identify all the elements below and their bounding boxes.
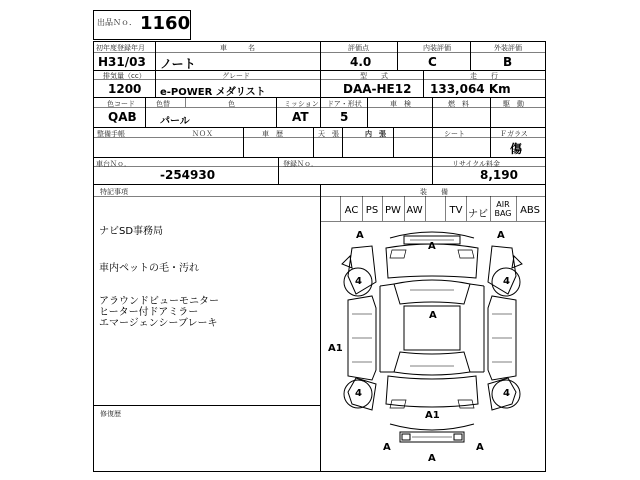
score-label: 評価点 bbox=[348, 44, 369, 52]
damage-rear-right: A bbox=[476, 442, 484, 453]
car-name-value: ノート bbox=[160, 57, 196, 71]
lot-number-label: 出品Ｎｏ． bbox=[97, 18, 137, 27]
mission-label: ミッション bbox=[284, 100, 319, 108]
seat-label: シート bbox=[444, 130, 465, 138]
note-line-1: ナビSD事務局 bbox=[99, 226, 164, 237]
registration-number-label: 登録Ｎｏ． bbox=[283, 160, 318, 168]
damage-wheel-rear-left: 4 bbox=[355, 388, 362, 399]
mileage-label: 走 行 bbox=[470, 72, 498, 80]
equipment-pw: PW bbox=[385, 205, 401, 216]
equipment-airbag-top: AIR bbox=[496, 200, 510, 209]
grade-value: e-POWER メダリスト bbox=[160, 87, 266, 98]
front-glass-value: 傷 bbox=[510, 142, 523, 156]
car-name-label: 車 名 bbox=[220, 44, 255, 52]
damage-wheel-front-left: 4 bbox=[355, 276, 362, 287]
recycle-fee-label: リサイクル料金 bbox=[452, 160, 501, 168]
history-label: 車 歴 bbox=[262, 130, 283, 138]
recycle-fee-value: 8,190 bbox=[480, 168, 518, 182]
door-value: 5 bbox=[340, 110, 349, 124]
front-glass-label: Ｆガラス bbox=[500, 130, 528, 138]
damage-front-right: A bbox=[497, 230, 505, 241]
maintenance-book-label: 整備手帳 bbox=[97, 130, 125, 138]
color-value: パール bbox=[160, 116, 190, 127]
interior-grade-label: 内装評価 bbox=[423, 44, 451, 52]
equipment-label: 装 備 bbox=[420, 188, 448, 196]
equipment-abs: ABS bbox=[520, 205, 540, 216]
damage-roof: A bbox=[429, 310, 437, 321]
damage-wheel-rear-right: 4 bbox=[503, 388, 510, 399]
first-registration-label: 初年度登録年月 bbox=[96, 44, 145, 52]
lot-number: 1160 bbox=[140, 13, 191, 34]
chassis-number-label: 車台Ｎｏ． bbox=[96, 160, 131, 168]
first-registration-value: H31/03 bbox=[98, 55, 146, 69]
model-value: DAA-HE12 bbox=[343, 82, 412, 96]
grade-label: グレード bbox=[222, 72, 250, 80]
nox-label: ＮＯＸ bbox=[192, 130, 213, 138]
interior-grade-value: C bbox=[428, 55, 437, 69]
equipment-aw: AW bbox=[406, 205, 423, 216]
special-notes-label: 特記事項 bbox=[100, 188, 128, 196]
color-code-label: 色コード bbox=[107, 100, 135, 108]
note-line-3: アラウンドビューモニター bbox=[99, 296, 219, 307]
repair-history-label: 修復歴 bbox=[100, 410, 121, 418]
damage-front-left: A bbox=[356, 230, 364, 241]
damage-wheel-front-right: 4 bbox=[503, 276, 510, 287]
color-code-value: QAB bbox=[108, 110, 137, 124]
exterior-grade-value: B bbox=[503, 55, 513, 69]
damage-rear-left: A bbox=[383, 442, 391, 453]
equipment-tv: TV bbox=[449, 205, 463, 216]
note-line-5: エマージェンシーブレーキ bbox=[99, 318, 218, 329]
damage-left-side: A1 bbox=[328, 343, 343, 354]
mileage-value: 133,064 Km bbox=[430, 82, 511, 96]
equipment-ac: AC bbox=[344, 205, 359, 216]
chassis-number-value: -254930 bbox=[160, 168, 216, 182]
displacement-label: 排気量（cc） bbox=[103, 72, 146, 80]
drive-label: 駆 動 bbox=[503, 100, 524, 108]
mission-value: AT bbox=[292, 110, 309, 124]
equipment-ps: PS bbox=[365, 205, 379, 216]
headliner-label: 天 張 bbox=[318, 130, 339, 138]
displacement-value: 1200 bbox=[108, 82, 142, 96]
color-label: 色 bbox=[228, 100, 235, 108]
inner-trim-label: 内 張 bbox=[365, 130, 386, 138]
score-value: 4.0 bbox=[350, 55, 372, 69]
damage-trunk: A1 bbox=[425, 410, 440, 421]
damage-rear-center: A bbox=[428, 453, 436, 464]
model-label: 型 式 bbox=[360, 72, 388, 80]
equipment-airbag-bottom: BAG bbox=[494, 209, 512, 218]
door-shape-label: ドア・形状 bbox=[327, 100, 362, 108]
inspection-label: 車 検 bbox=[390, 100, 411, 108]
fuel-label: 燃 料 bbox=[448, 100, 469, 108]
note-line-2: 車内ペットの毛・汚れ bbox=[99, 263, 199, 274]
color-change-label: 色替 bbox=[156, 100, 170, 108]
damage-front-center: A bbox=[428, 241, 436, 252]
note-line-4: ヒーター付ドアミラー bbox=[99, 307, 199, 318]
exterior-grade-label: 外装評価 bbox=[494, 44, 522, 52]
equipment-navi: ナビ bbox=[468, 209, 488, 220]
